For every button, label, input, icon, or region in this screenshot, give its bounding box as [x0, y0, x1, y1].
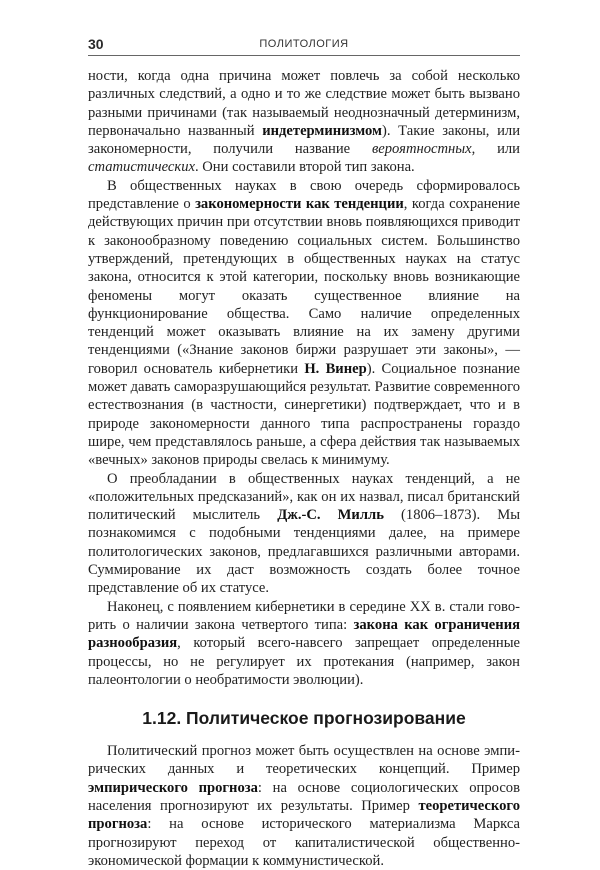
paragraph-fourth-law	[88, 598, 520, 689]
text-run: . Они составили второй тип закона.	[194, 159, 415, 176]
paragraph-mill	[88, 470, 520, 598]
text-run: Наконец, с появлением кибернетики в середине XX в. стали говорить о наличии закона четвертого типа:	[88, 598, 520, 633]
term-empirical-forecast: эмпирического прогноза	[88, 779, 258, 796]
running-title: ПОЛИТОЛОГИЯ	[259, 38, 349, 50]
text-run: , когда сохранение действующих причин при отсутствии вновь появляющихся приводит к законообразному поведению социальных систем. Большинство утверждений, претендующих в общественных науках на статус закона, относится к этой категории, поскольку вновь возникающие феномены могут оказать существенное влияние на функционирование общества. Само наличие определенных тенденций может оказывать влияние на их замену другими тенденциями («Знание законов биржи разрушает эти законы», — говорил основатель кибернетики	[88, 196, 520, 377]
text-run: ). Социальное познание может давать саморазрушающийся результат. Развитие современного естествознания (в частности, синергетики) подтверждает, что и в природе закономерности данного типа распространены гораздо шире, чем представлялось раньше, а сфера действия так называемых «вечных» законов природы свелась к минимуму.	[88, 360, 520, 469]
term-diversity-limit: закона как ограничения разнообразия	[88, 616, 520, 652]
text-run: , который всего-навсего запрещает определенные процессы, но не регулирует их протекания (например, закон палеонтологии о необратимости эволюции).	[88, 635, 520, 688]
header-rule	[88, 55, 520, 56]
text-run: , или	[471, 141, 520, 158]
term-statistical: статистических	[88, 159, 195, 176]
term-probabilistic: вероятностных	[371, 141, 472, 158]
text-run: В общественных науках в свою очередь сформировалось представление о	[88, 177, 520, 213]
term-indeterminism: индетерминизмом	[262, 122, 382, 139]
text-run: : на основе исторического материализма Маркса прогнозируют переход от капиталистической общественно-экономической формации к коммунистической.	[88, 816, 520, 869]
text-run: О преобладании в общественных науках тенденций, а не «положительных предсказаний», как он их назвал, писал британский политический мыслитель	[88, 470, 520, 524]
paragraph-tendency	[88, 177, 520, 470]
paragraph-continued	[88, 67, 520, 177]
name-wiener: Н. Винер	[304, 360, 367, 377]
text-run: (1806–1873). Мы познакомимся с подобными тенденциями далее, на примере политологических законов, предлагавшихся различными авторами. Суммирование их даст возможность создать более точное представление об их статусе.	[88, 507, 520, 597]
text-run: ). Такие законы, или закономерности, получили название	[88, 122, 521, 158]
section-heading: 1.12. Политическое прогнозирование	[142, 708, 466, 729]
text-run: ности, когда одна причина может повлечь за собой несколько различных следствий, а одно и то же следствие может быть вызвано разными причинами (так называемый неоднозначный детерминизм, первоначально названный	[88, 68, 520, 139]
term-tendency: закономерности как тенденции	[195, 196, 404, 213]
paragraph-forecast	[88, 742, 520, 870]
term-theoretical-forecast: теоретического прогноза	[88, 797, 520, 833]
page-number: 30	[88, 36, 104, 52]
name-mill: Дж.-С. Милль	[277, 507, 384, 524]
page-header	[88, 36, 520, 56]
text-run: Политический прогноз может быть осуществлен на основе эмпирических данных и теоретических концепций. Пример	[88, 743, 520, 778]
text-run: : на основе социологических опросов населения прогнозируют их результаты. Пример	[88, 779, 520, 814]
